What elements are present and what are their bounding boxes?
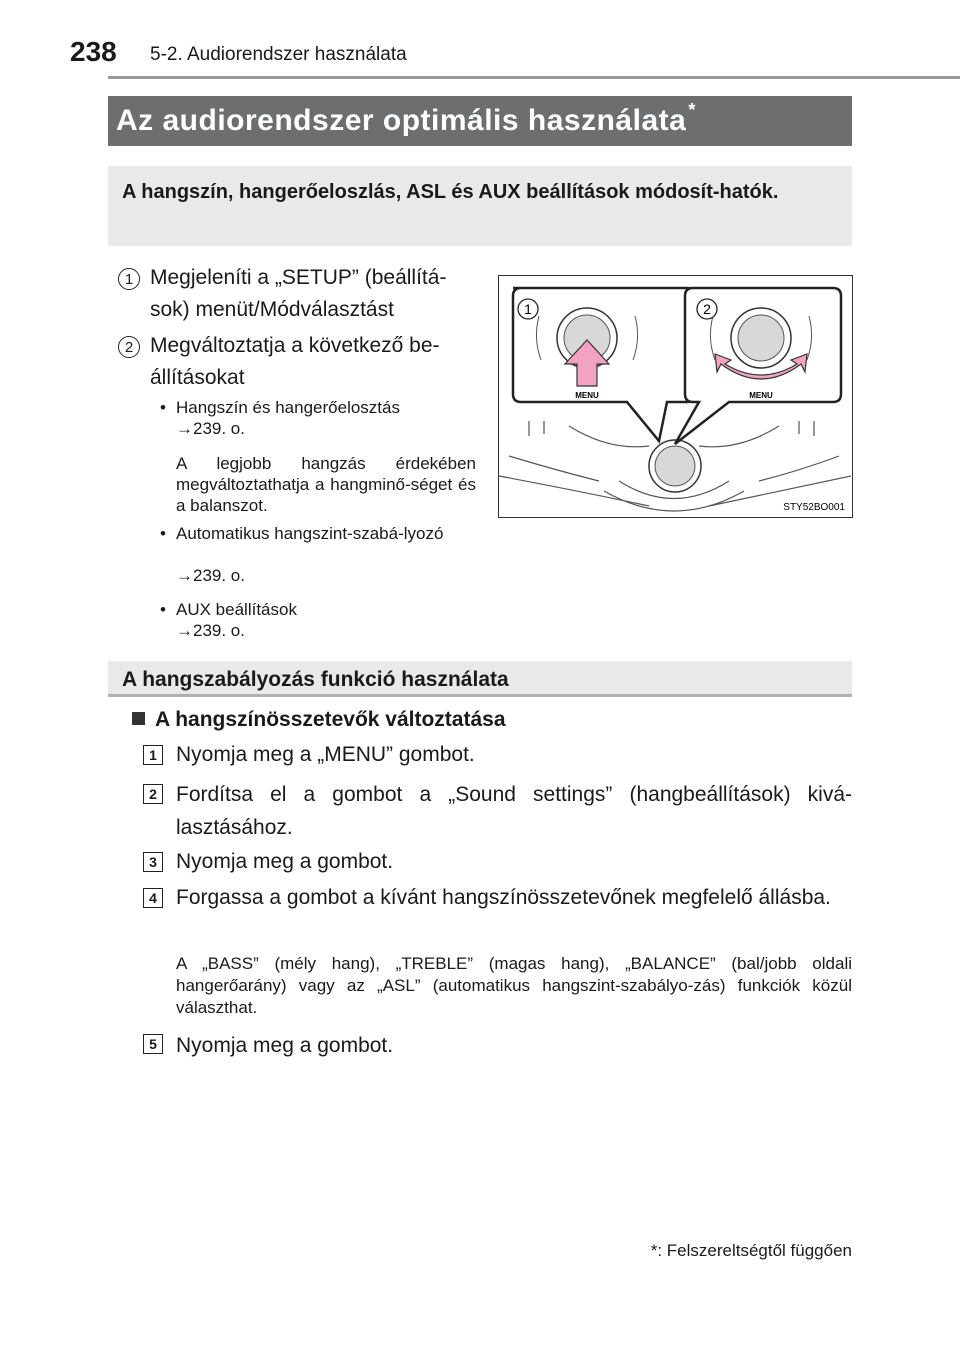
step-5-text: Nyomja meg a gombot. (176, 1034, 394, 1057)
control-panel-illustration (498, 275, 853, 518)
footnote (651, 1241, 852, 1261)
setting-ref: →239. o. (176, 566, 245, 585)
setting-ref: →239. o. (176, 621, 245, 640)
step-1-number: 1 (143, 745, 163, 765)
chapter-title: 5-2. Audiorendszer használata (150, 44, 407, 65)
bullet-dot: • (160, 398, 166, 417)
step-2-number: 2 (143, 784, 163, 804)
setting-item (160, 397, 476, 441)
bullet-dot: • (160, 600, 166, 619)
step-3-text: Nyomja meg a gombot. (176, 850, 394, 873)
page-title-text: Az audiorendszer optimális használata (116, 104, 687, 137)
step-4-note: A „BASS” (mély hang), „TREBLE” (magas hang), „BALANCE” (bal/jobb oldali hangerőarány) vagy az „ASL” (automatikus hangszint-szabályo-zás) funkciók közül választhat. (176, 954, 852, 1017)
setting-title: Hangszín és hangerőelosztás (176, 398, 400, 417)
bullet-dot: • (160, 524, 166, 543)
menu-label-right: MENU (749, 391, 773, 400)
setting-title: Automatikus hangszint-szabá-lyozó (176, 524, 444, 543)
callout-1-marker: 1 (118, 268, 140, 290)
step-3-number: 3 (143, 852, 163, 872)
subheading (132, 708, 506, 732)
callout-2-text: Megváltoztatja a következő be-állításokat (150, 334, 440, 389)
title-asterisk: * (688, 100, 696, 120)
figure-callout-1: 1 (524, 301, 532, 317)
menu-label-left: MENU (575, 391, 599, 400)
footnote-text: : Felszereltségtől függően (657, 1241, 852, 1260)
setting-ref: →239. o. (176, 419, 245, 438)
setting-title: AUX beállítások (176, 600, 297, 619)
setting-item (160, 599, 476, 643)
setting-item (160, 523, 476, 589)
footnote-asterisk: * (650, 1241, 658, 1260)
callout-2-marker: 2 (118, 336, 140, 358)
step-1-text: Nyomja meg a „MENU” gombot. (176, 743, 475, 766)
figure-code: STY52BO001 (783, 502, 845, 513)
square-bullet-icon (132, 712, 145, 725)
section-title: A hangszabályozás funkció használata (122, 668, 509, 691)
step-4-text: Forgassa a gombot a kívánt hangszínösszetevőnek megfelelő állásba. (176, 886, 831, 909)
callout-1-text: Megjeleníti a „SETUP” (beállítá-sok) menüt/Módválasztást (150, 266, 447, 321)
page-title (116, 100, 696, 138)
figure-callout-2: 2 (703, 301, 711, 317)
subheading-text: A hangszínösszetevők változtatása (155, 708, 506, 731)
page-number: 238 (70, 36, 117, 67)
intro-text: A hangszín, hangerőeloszlás, ASL és AUX beállítások módosít-hatók. (122, 181, 779, 203)
step-5-number: 5 (143, 1034, 163, 1054)
step-2-text: Fordítsa el a gombot a „Sound settings” (hangbeállítások) kivá-lasztásához. (176, 783, 852, 839)
panel-drawing (499, 276, 851, 516)
header-divider (108, 76, 960, 79)
step-4-number: 4 (143, 888, 163, 908)
setting-note: A legjobb hangzás érdekében megváltoztathatja a hangminő-séget és a balanszot. (176, 454, 476, 515)
